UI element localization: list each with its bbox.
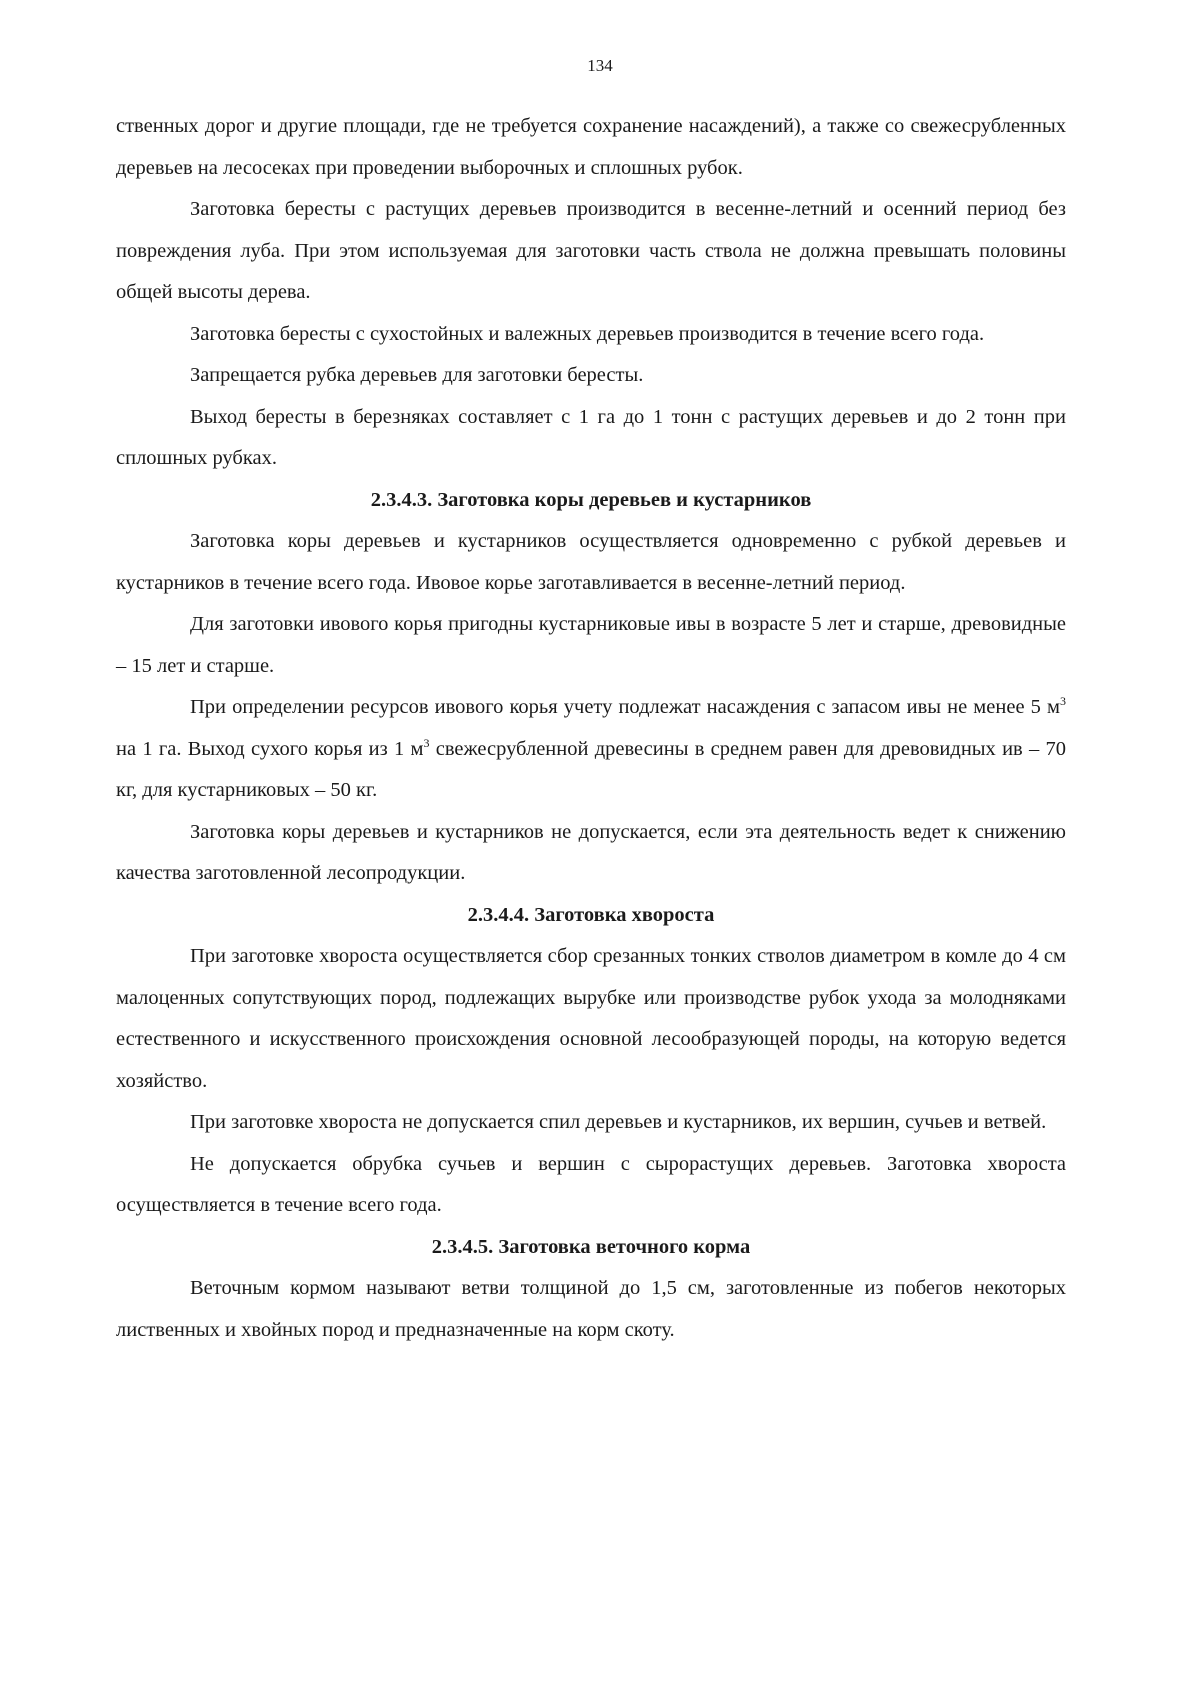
paragraph: Не допускается обрубка сучьев и вершин с сырорастущих деревьев. Заготовка хвороста осуществляется в течение всего года. bbox=[116, 1152, 1066, 1216]
section-heading-2-3-4-4: 2.3.4.4. Заготовка хвороста bbox=[467, 903, 715, 926]
paragraph-with-units bbox=[116, 687, 1066, 812]
paragraph: Заготовка коры деревьев и кустарников не допускается, если эта деятельность ведет к снижению качества заготовленной лесопродукции. bbox=[116, 820, 1066, 884]
paragraph: Веточным кормом называют ветви толщиной до 1,5 см, заготовленные из побегов некоторых лиственных и хвойных пород и предназначенные на корм скоту. bbox=[116, 1277, 1066, 1341]
text-fragment: При определении ресурсов ивового корья учету подлежат насаждения с запасом ивы не менее 5 м bbox=[190, 696, 1060, 718]
paragraph: Заготовка коры деревьев и кустарников осуществляется одновременно с рубкой деревьев и кустарников в течение всего года. Ивовое корье заготавливается в весенне-летний период. bbox=[116, 530, 1066, 594]
paragraph: Для заготовки ивового корья пригодны кустарниковые ивы в возрасте 5 лет и старше, древовидные – 15 лет и старше. bbox=[116, 613, 1066, 677]
text-fragment: свежесрубленной древесины в среднем равен для древовидных ив – 70 кг, для кустарниковых – 50 кг. bbox=[116, 737, 1066, 801]
paragraph-continuation: ственных дорог и другие площади, где не требуется сохранение насаждений), а также со свежесрубленных деревьев на лесосеках при проведении выборочных и сплошных рубок. bbox=[116, 115, 1066, 179]
paragraph: При заготовке хвороста осуществляется сбор срезанных тонких стволов диаметром в комле до 4 см малоценных сопутствующих пород, подлежащих вырубке или производстве рубок ухода за молодняками естественного и искусственного происхождения основной лесообразующей породы, на которую ведется хозяйство. bbox=[116, 945, 1066, 1092]
section-heading-2-3-4-5: 2.3.4.5. Заготовка веточного корма bbox=[431, 1235, 751, 1258]
paragraph: Запрещается рубка деревьев для заготовки бересты. bbox=[190, 364, 644, 386]
section-heading-2-3-4-3: 2.3.4.3. Заготовка коры деревьев и кустарников bbox=[370, 488, 812, 511]
paragraph: Заготовка бересты с растущих деревьев производится в весенне-летний и осенний период без повреждения луба. При этом используемая для заготовки часть ствола не должна превышать половины общей высоты дерева. bbox=[116, 198, 1066, 303]
paragraph: Выход бересты в березняках составляет с 1 га до 1 тонн с растущих деревьев и до 2 тонн при сплошных рубках. bbox=[116, 405, 1066, 469]
superscript: 3 bbox=[423, 735, 430, 750]
document-body bbox=[116, 106, 1066, 1351]
text-fragment: на 1 га. Выход сухого корья из 1 м bbox=[116, 737, 424, 760]
superscript: 3 bbox=[1060, 694, 1066, 708]
paragraph: При заготовке хвороста не допускается спил деревьев и кустарников, их вершин, сучьев и ветвей. bbox=[190, 1111, 1047, 1133]
paragraph: Заготовка бересты с сухостойных и валежных деревьев производится в течение всего года. bbox=[190, 322, 985, 345]
page-number: 134 bbox=[587, 56, 613, 75]
